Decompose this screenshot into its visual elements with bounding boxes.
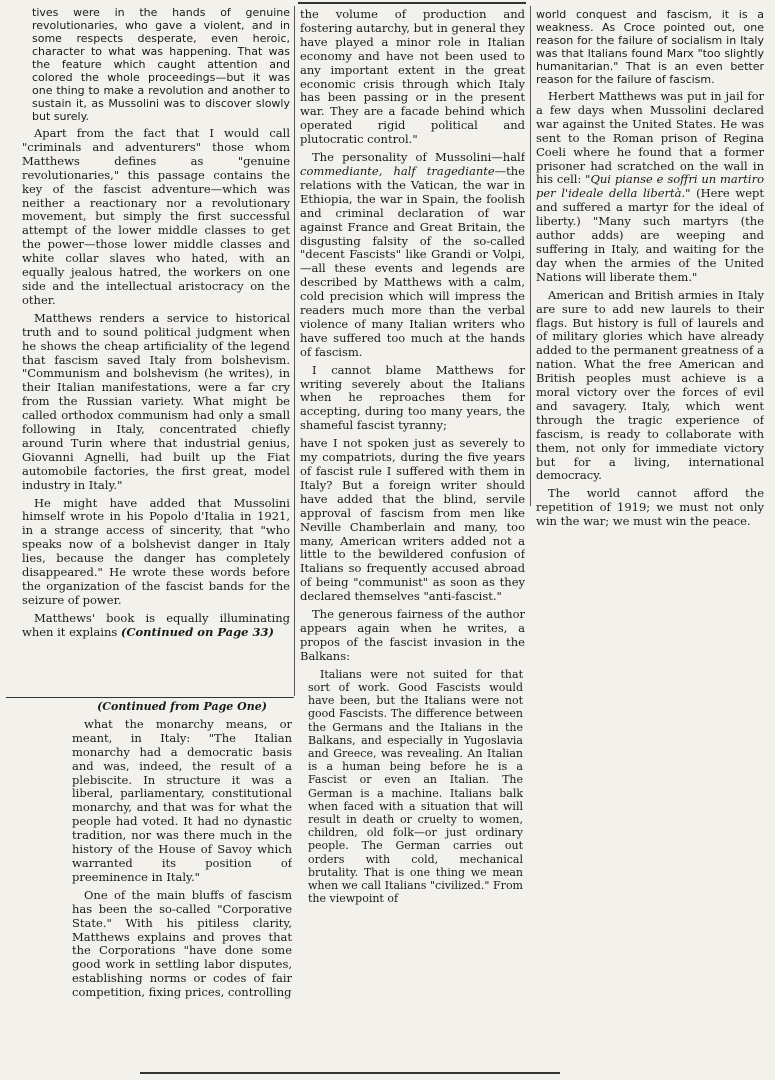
col3-p2-end: (Here wept and suffered a martyr for the ideal of liberty.) "Many such martyrs (the author adds) are weeping and suffering in Italy, and waiting for the day when the armies of the United Nations will liberate them."	[536, 186, 764, 284]
col3-p2-start: Herbert Matthews was put in jail for a few days when Mussolini declared war against the United States. He was sent to the Roman prison of Regina Coeli where he found that a former prisoner had scratched on the wall in his cell:	[536, 89, 764, 187]
col1-paragraph: Matthews renders a service to historical truth and to sound political judgment when he shows the cheap artificiality of the legend that fascism saved Italy from bolshevism. "Communism and bolshevism (he writes), in their Italian manifestations, were a far cry from the Russian variety. What might be called orthodox communism had only a small following in Italy, concentrated chiefly around Turin where that industrial genius, Giovanni Agnelli, had built up the Fiat automobile factories, the first great, model industry in Italy."	[22, 310, 290, 492]
cont-paragraph: One of the main bluffs of fascism has been the so-called "Corporative State." With his pitiless clarity, Matthews explains and proves that the Corporations "have done some good work in settling labor disputes, establishing norms or codes of fair competition, fixing prices, controlling	[72, 887, 292, 1000]
col2-p2-end: —the relations with the Vatican, the war in Ethiopia, the war in Spain, the foolish and criminal declaration of war against France and Great Britain, the disgusting falsity of the so-called "decent Fascists" like Grandi or Volpi, —all these events and legends are described by Matthews with a calm, cold precision which will impress the readers much more than the verbal violence of many Italian writers who have suffered too much at the hands of fascism.	[300, 163, 525, 359]
col1-top-paragraph: tives were in the hands of genuine revolutionaries, who gave a violent, and in some respects desperate, even heroic, character to what was happening. That was the feature which caught attention and colored the whole proceedings—but it was one thing to make a revolution and another to sustain it, as Mussolini was to discover slowly but surely.	[32, 6, 290, 123]
continuation-column	[72, 700, 292, 1070]
col2-quote: Italians were not suited for that sort of work. Good Fascists would have been, but the Italians were not good Fascists. The difference between the Germans and the Italians in the Balkans, and especially in Yugoslavia and Greece, was revealing. An Italian is a human being before he is a Fascist or even an Italian. The German is a machine. Italians balk when faced with a situation that will result in death or cruelty to women, children, old folk—or just ordinary people. The German carries out orders with cold, mechanical brutality. That is one thing we mean when we call Italians "civilized." From the viewpoint of	[308, 667, 523, 906]
column-2	[300, 8, 525, 1068]
col1-last-text: Matthews' book is equally illuminating when it explains	[22, 610, 290, 639]
continued-from-label: (Continued from Page One)	[97, 700, 267, 713]
col2-paragraph: The generous fairness of the author appears again when he writes, a propos of the fascist invasion in the Balkans:	[300, 607, 525, 663]
column-divider-2	[530, 6, 531, 506]
col3-paragraph: American and British armies in Italy are sure to add new laurels to their flags. But history is full of laurels and of military glories which have already added to the permanent greatness of a nation. What the free American and British peoples must achieve is a moral victory over the forces of evil and savagery. Italy, which went through the tragic experience of fascism, is ready to collaborate with them, not only for immediate victory but for a living, international democracy.	[536, 287, 764, 483]
column-divider-1	[294, 6, 295, 696]
col1-last-paragraph	[22, 612, 290, 640]
cont-paragraph: what the monarchy means, or meant, in Italy: "The Italian monarchy had a democratic basis and was, indeed, the result of a plebiscite. In structure it was a liberal, parliamentary, constitutional monarchy, and that was for what the people had voted. It had no dynastic tradition, nor was there much in the history of the House of Savoy which warranted its position of preeminence in Italy."	[72, 716, 292, 884]
column-3	[536, 8, 764, 708]
col2-paragraph: have I not spoken just as severely to my compatriots, during the five years of fascist rule I suffered with them in Italy? But a foreign writer should have added that the blind, servile approval of fascism from men like Neville Chamberlain and many, too many, American writers added not a little to the bewildered confusion of Italians so frequently accused abroad of being "communist" as soon as they declared themselves "anti-fascist."	[300, 436, 525, 604]
continuation-rule	[6, 697, 294, 698]
col2-top-paragraph: the volume of production and fostering autarchy, but in general they have played a minor role in Italian economy and have not been used to any important extent in the great economic crisis through which Italy has been passing or in the present war. They are a facade behind which operated rigid political and plutocratic control."	[300, 8, 525, 147]
col3-matthews-paragraph	[536, 90, 764, 285]
col1-paragraph: He might have added that Mussolini himself wrote in his Popolo d'Italia in 1921, in a strange access of sincerity, that "who speaks now of a bolshevist danger in Italy lies, because the danger has completely disappeared." He wrote these words before the organization of the fascist bands for the seizure of power.	[22, 495, 290, 607]
col2-p2-start: The personality of Mussolini—half	[312, 150, 525, 165]
column-1	[22, 6, 290, 696]
col1-paragraph: Apart from the fact that I would call "criminals and adventurers" those whom Matthews defines as "genuine revolutionaries," this passage contains the key of the fascist adventure—which was neither a reactionary nor a revolutionary movement, but simply the first successful attempt of the lower middle classes to get the power—those lower middle classes and white collar slaves who hated, with an equally jealous hatred, the workers on one side and the intellectual aristocracy on the other.	[22, 126, 290, 307]
col3-top-paragraph: world conquest and fascism, it is a weakness. As Croce pointed out, one reason for the failure of socialism in Italy was that Italians found Marx "too slightly humanitarian." That is an even better reason for the failure of fascism.	[536, 8, 764, 86]
col3-paragraph: The world cannot afford the repetition of 1919; we must not only win the war; we must win the peace.	[536, 486, 764, 529]
col2-paragraph: I cannot blame Matthews for writing severely about the Italians when he reproaches them for accepting, during too many years, the shameful fascist tyranny;	[300, 362, 525, 433]
bottom-rule	[140, 1072, 560, 1074]
col2-p2-italic: commediante, half tragediante	[300, 163, 495, 178]
continued-on-label: (Continued on Page 33)	[120, 624, 274, 639]
col2-personality-paragraph	[300, 151, 525, 360]
top-rule	[298, 2, 526, 4]
col3-p2-italic: "Qui pianse e soffri un martiro per l'ideale della libertà."	[536, 172, 764, 201]
